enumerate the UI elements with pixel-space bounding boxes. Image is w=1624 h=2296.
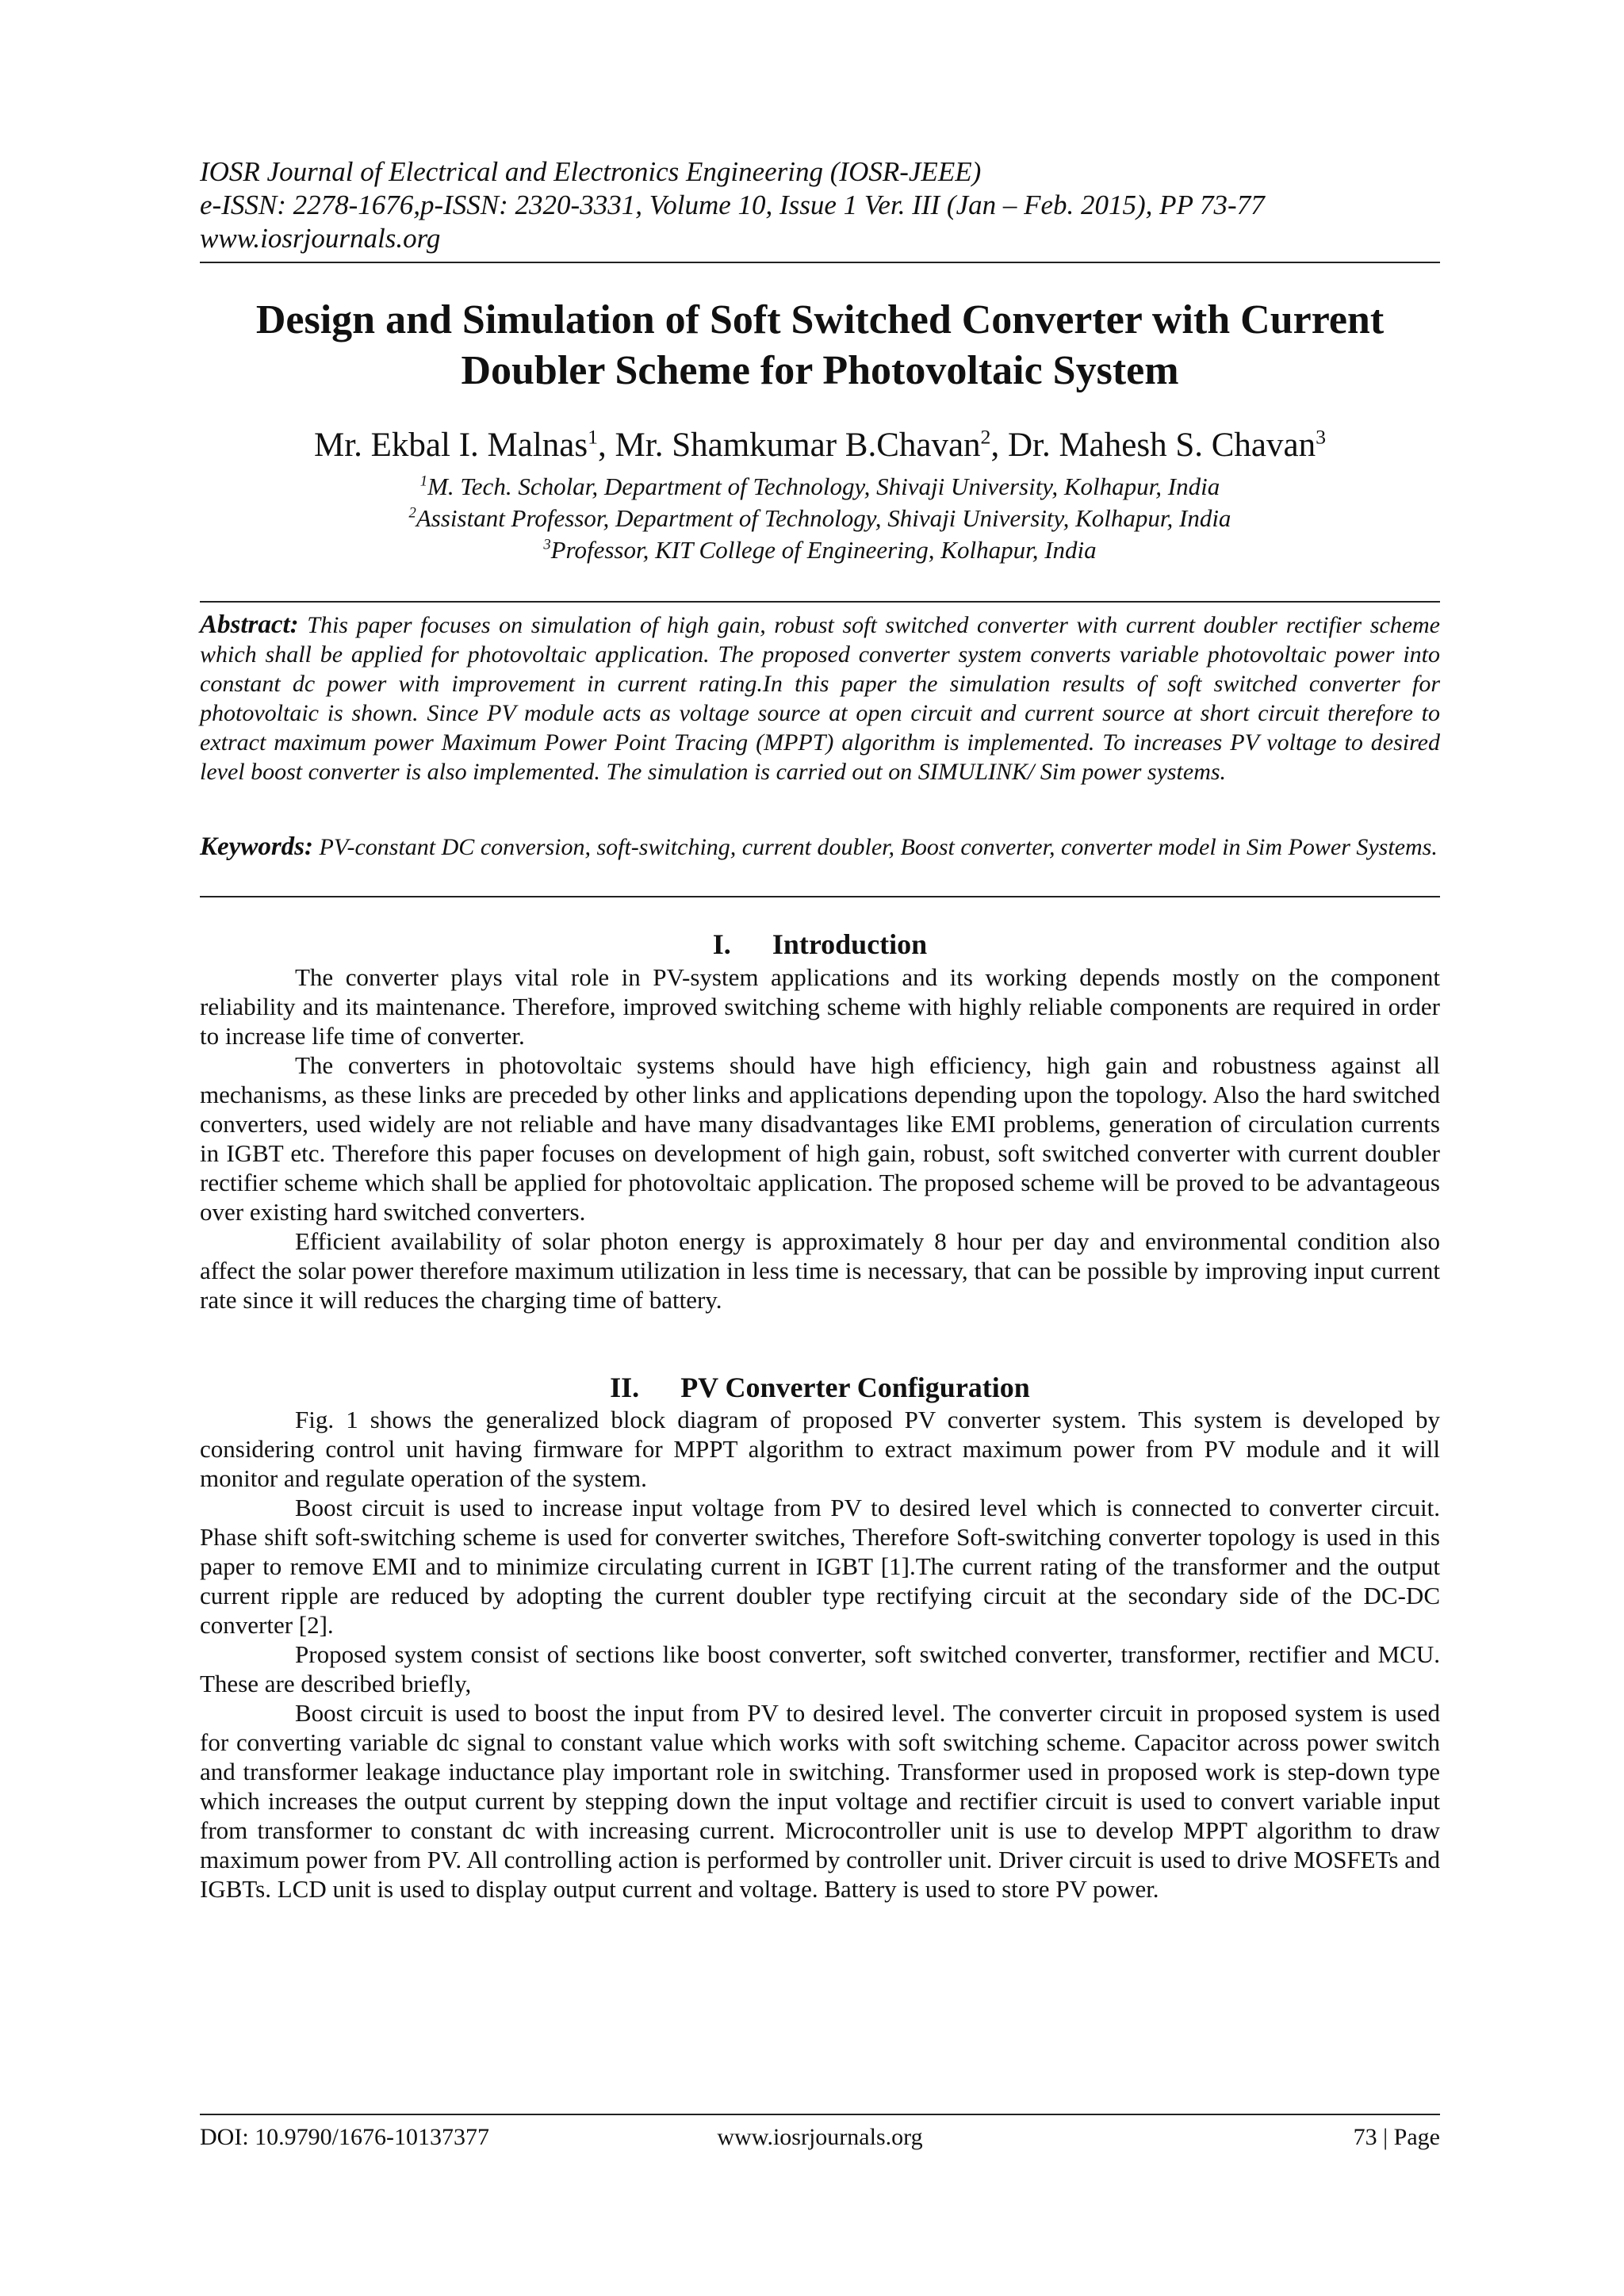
abstract [200, 610, 1440, 786]
title-line-1: Design and Simulation of Soft Switched Converter with Current [255, 297, 1385, 342]
footer-website[interactable]: www.iosrjournals.org [717, 2124, 923, 2150]
section-heading-introduction [200, 928, 1440, 961]
author-mark: 3 [1316, 425, 1327, 449]
section-number: II. [610, 1372, 640, 1403]
paragraph: The converters in photovoltaic systems should have high efficiency, high gain and robustness against all mechanisms, as these links are preceded by other links and applications depending upon the topology. Also the hard switched converters, used widely are not reliable and have many disadvantages like EMI problems, generation of circulation currents in IGBT etc. Therefore this paper focuses on development of high gain, robust, soft switched converter with current doubler rectifier scheme which shall be applied for photovoltaic application. The proposed scheme will be proved to be advantageous over existing hard switched converters. [200, 1051, 1440, 1226]
affiliation-list [200, 471, 1440, 566]
paragraph: Proposed system consist of sections like boost converter, soft switched converter, transformer, rectifier and MCU. These are described briefly, [200, 1640, 1440, 1697]
affiliation-text: Assistant Professor, Department of Technology, Shivaji University, Kolhapur, India [416, 504, 1231, 532]
affiliation-item [200, 503, 1440, 534]
affiliation-text: Professor, KIT College of Engineering, Kolhapur, India [550, 536, 1097, 564]
footer-divider [200, 2114, 1440, 2115]
author-name: Mr. Shamkumar B.Chavan [615, 427, 981, 464]
author-name: Mr. Ekbal I. Malnas [313, 427, 588, 464]
section-number: I. [712, 928, 731, 960]
section-heading-pv-converter-configuration [200, 1371, 1440, 1404]
paragraph: Boost circuit is used to increase input voltage from PV to desired level which is connected to converter circuit. Phase shift soft-switching scheme is used for converter switches, Therefore Soft-switching converter topology is used in this paper to remove EMI and to minimize circulating current in IGBT [1].The current rating of the transformer and the output current ripple are reduced by adopting the current doubler type rectifying circuit at the secondary side of the DC-DC converter [2]. [200, 1494, 1440, 1639]
footer-doi: DOI: 10.9790/1676-10137377 [200, 2124, 489, 2150]
keywords-text: PV-constant DC conversion, soft-switching, current doubler, Boost converter, converter model in Sim Power Systems. [319, 834, 1438, 860]
author-name: Dr. Mahesh S. Chavan [1007, 427, 1316, 464]
author-mark: 1 [588, 425, 599, 449]
paragraph: Boost circuit is used to boost the input from PV to desired level. The converter circuit in proposed system is used for converting variable dc signal to constant value which works with soft switching scheme. Capacitor across power switch and transformer leakage inductance play important role in switching. Transformer used in proposed work is step-down type which increases the output current by stepping down the input voltage and rectifier circuit is used to convert variable input from transformer to constant dc with increasing current. Microcontroller unit is use to develop MPPT algorithm to draw maximum power from PV. All controlling action is performed by controller unit. Driver circuit is used to drive MOSFETs and IGBTs. LCD unit is used to display output current and voltage. Battery is used to store PV power. [200, 1699, 1440, 1903]
paragraph: Efficient availability of solar photon energy is approximately 8 hour per day and environmental condition also affect the solar power therefore maximum utilization in less time is necessary, that can be possible by improving input current rate since it will reduces the charging time of battery. [200, 1227, 1440, 1314]
header-divider [200, 262, 1440, 263]
abstract-label: Abstract: [200, 610, 299, 639]
affiliation-item [200, 534, 1440, 566]
journal-name: IOSR Journal of Electrical and Electronics Engineering (IOSR-JEEE) [200, 156, 982, 187]
journal-website[interactable]: www.iosrjournals.org [200, 223, 441, 254]
abstract-bottom-divider [200, 896, 1440, 897]
affiliation-item [200, 471, 1440, 503]
paragraph: The converter plays vital role in PV-system applications and its working depends mostly on the component reliability and its maintenance. Therefore, improved switching scheme with highly reliable components are required in order to increase life time of converter. [200, 963, 1440, 1050]
author-separator: , [990, 427, 1008, 464]
affiliation-mark: 2 [408, 504, 416, 522]
section-title: Introduction [772, 928, 928, 960]
section-title: PV Converter Configuration [680, 1372, 1030, 1403]
abstract-top-divider [200, 601, 1440, 603]
author-list [200, 425, 1440, 466]
journal-header [200, 155, 1440, 255]
affiliation-mark: 3 [543, 536, 551, 553]
section-body-pv-converter-configuration [200, 1405, 1440, 1904]
paragraph: Fig. 1 shows the generalized block diagram of proposed PV converter system. This system is developed by considering control unit having firmware for MPPT algorithm to extract maximum power from PV module and it will monitor and regulate operation of the system. [200, 1406, 1440, 1492]
keywords-label: Keywords: [200, 832, 313, 861]
footer-page-number: 73 | Page [1353, 2124, 1440, 2150]
affiliation-text: M. Tech. Scholar, Department of Technology, Shivaji University, Kolhapur, India [427, 473, 1220, 500]
paper-title [200, 295, 1440, 396]
keywords [200, 832, 1440, 862]
affiliation-mark: 1 [419, 473, 428, 490]
author-separator: , [598, 427, 615, 464]
journal-issn: e-ISSN: 2278-1676,p-ISSN: 2320-3331, Volume 10, Issue 1 Ver. III (Jan – Feb. 2015), PP 73-77 [200, 189, 1265, 220]
section-body-introduction [200, 962, 1440, 1314]
title-line-2: Doubler Scheme for Photovoltaic System [461, 348, 1179, 393]
paper-page [200, 0, 1440, 2296]
abstract-text: This paper focuses on simulation of high gain, robust soft switched converter with current doubler rectifier scheme which shall be applied for photovoltaic application. The proposed converter system converts variable photovoltaic power into constant dc power with improvement in current rating.In this paper the simulation results of soft switched converter for photovoltaic is shown. Since PV module acts as voltage source at open circuit and current source at short circuit therefore to extract maximum power Maximum Power Point Tracing (MPPT) algorithm is implemented. To increases PV voltage to desired level boost converter is also implemented. The simulation is carried out on SIMULINK/ Sim power systems. [200, 612, 1440, 785]
author-mark: 2 [980, 425, 991, 449]
